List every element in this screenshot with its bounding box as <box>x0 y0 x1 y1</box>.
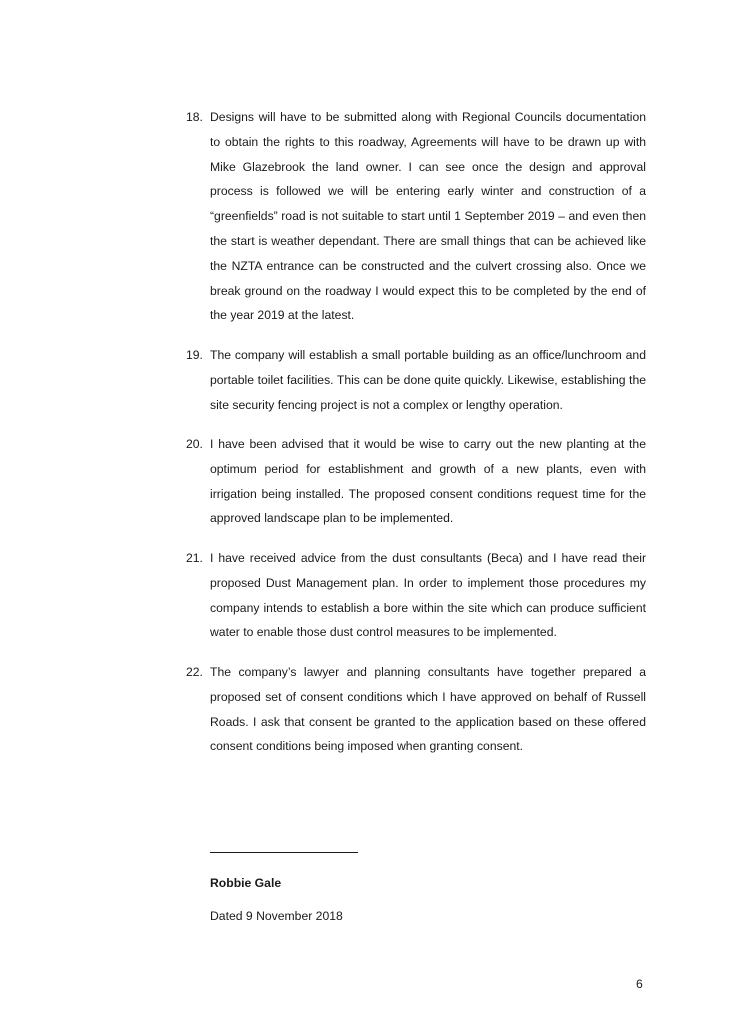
paragraph-text: I have been advised that it would be wise to carry out the new planting at the optimum period for establishment and growth of a new plants, even with irrigation being installed. The proposed consent conditions request time for the approved landscape plan to be implemented. <box>210 437 646 526</box>
paragraph-text: The company will establish a small portable building as an office/lunchroom and portable toilet facilities. This can be done quite quickly. Likewise, establishing the site security fencing project is not a complex or lengthy operation. <box>210 348 646 412</box>
paragraph-20 <box>186 432 646 531</box>
paragraph-number: 19. <box>186 348 203 362</box>
paragraph-text: The company’s lawyer and planning consultants have together prepared a proposed set of consent conditions which I have approved on behalf of Russell Roads. I ask that consent be granted to the application based on these offered consent conditions being imposed when granting consent. <box>210 665 646 754</box>
page-number: 6 <box>636 977 643 991</box>
paragraph-number: 20. <box>186 437 203 451</box>
paragraph-21 <box>186 546 646 645</box>
paragraph-18 <box>186 105 646 328</box>
signature-date: Dated 9 November 2018 <box>210 909 343 923</box>
paragraph-text: Designs will have to be submitted along with Regional Councils documentation to obtain the rights to this roadway, Agreements will have to be drawn up with Mike Glazebrook the land owner. I can see once the design and approval process is followed we will be entering early winter and construction of a “greenfields” road is not suitable to start until 1 September 2019 – and even then the start is weather dependant. There are small things that can be achieved like the NZTA entrance can be constructed and the culvert crossing also. Once we break ground on the roadway I would expect this to be completed by the end of the year 2019 at the latest. <box>210 110 646 323</box>
signature-line <box>210 852 358 853</box>
paragraph-number: 18. <box>186 110 203 124</box>
paragraph-22 <box>186 660 646 759</box>
paragraph-19 <box>186 343 646 417</box>
signatory-name: Robbie Gale <box>210 876 282 890</box>
paragraph-number: 22. <box>186 665 203 679</box>
paragraph-text: I have received advice from the dust consultants (Beca) and I have read their proposed Dust Management plan. In order to implement those procedures my company intends to establish a bore within the site which can produce sufficient water to enable those dust control measures to be implemented. <box>210 551 646 640</box>
paragraph-number: 21. <box>186 551 203 565</box>
